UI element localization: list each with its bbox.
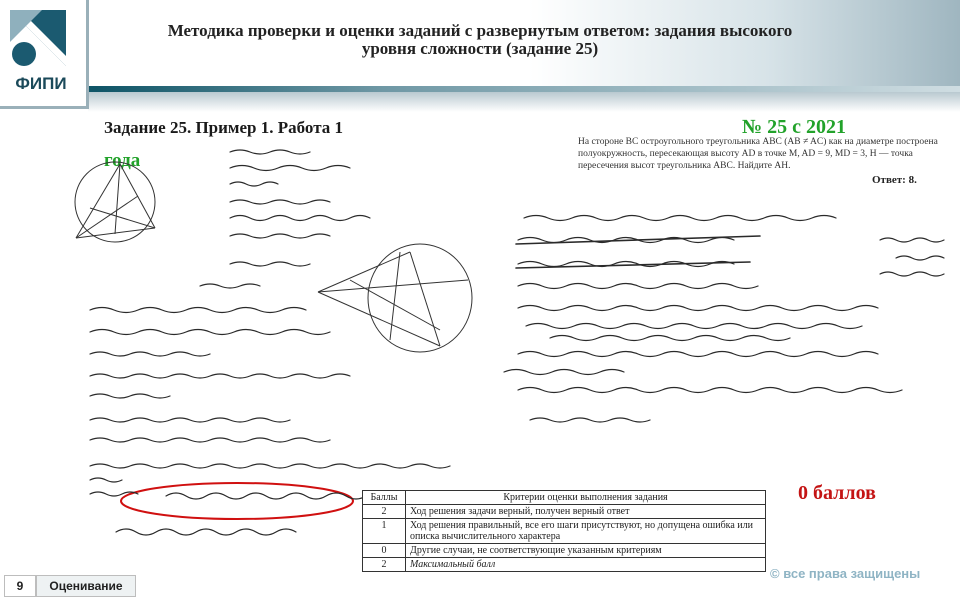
header-shadow [88,92,960,112]
criteria-points: 1 [363,519,406,544]
page-title: Методика проверки и оценки заданий с развернутым ответом: задания высокого уровня сложности (задание 25) [167,21,793,58]
criteria-header-criteria: Критерии оценки выполнения задания [406,491,766,505]
criteria-points: 2 [363,505,406,519]
criteria-header-points: Баллы [363,491,406,505]
score-label: 0 баллов [798,482,876,504]
table-row [363,505,766,519]
year-label: года [104,150,141,171]
criteria-header-row [363,491,766,505]
criteria-table [362,490,766,572]
fipi-logo-icon [6,6,70,70]
table-row [363,519,766,544]
problem-statement: На стороне BC остроугольного треугольника ABC (AB ≠ AC) как на диаметре построена полуокружность, пересекающая высоту AD в точке M, AD = 9, MD = 3, H — точка пересечения высот треугольника ABC. Найдите AH. [578,137,938,171]
table-row [363,544,766,558]
copyright-notice: © все права защищены [770,566,921,581]
table-row [363,558,766,572]
section-label[interactable]: Оценивание [36,575,136,597]
criteria-text: Другие случаи, не соответствующие указанным критериям [406,544,766,558]
criteria-text: Ход решения задачи верный, получен верный ответ [406,505,766,519]
task-number: № 25 с 2021 [742,116,846,138]
slide-number[interactable]: 9 [4,575,36,597]
criteria-points: 0 [363,544,406,558]
criteria-text: Максимальный балл [406,558,766,572]
example-heading: Задание 25. Пример 1. Работа 1 [104,118,344,137]
logo-text: ФИПИ [15,74,67,93]
problem-answer: Ответ: 8. [872,174,917,186]
criteria-points: 2 [363,558,406,572]
fipi-logo [0,0,89,109]
criteria-text: Ход решения правильный, все его шаги присутствуют, но допущена ошибка или описка вычислительного характера [406,519,766,544]
